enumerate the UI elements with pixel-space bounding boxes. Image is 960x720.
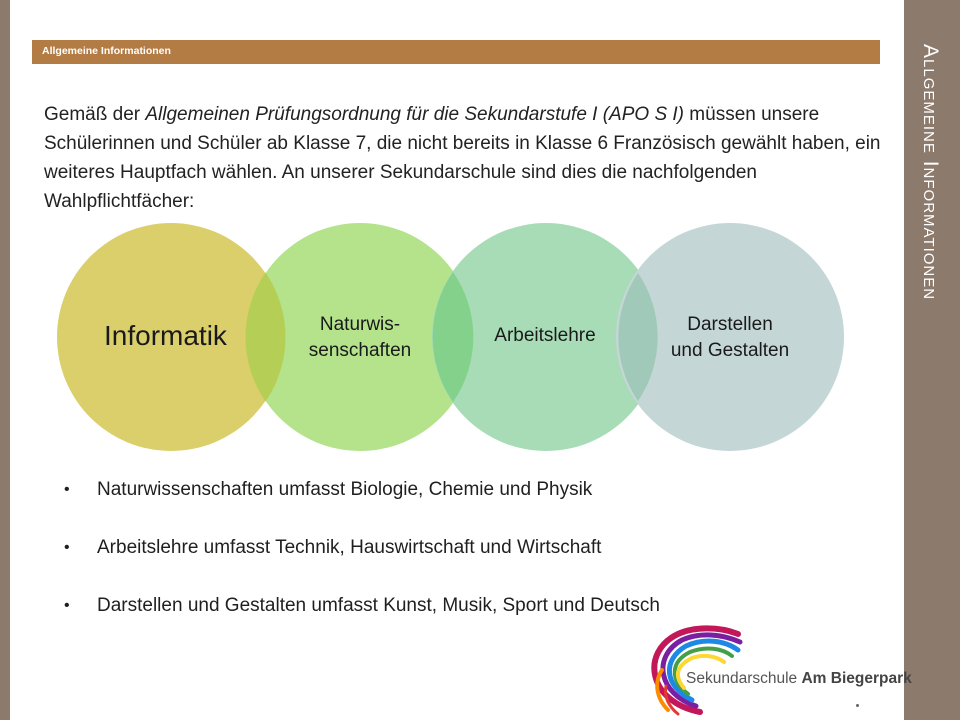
school-name bbox=[686, 670, 912, 688]
section-header-label: Allgemeine Informationen bbox=[42, 45, 171, 57]
label-informatik-text: Informatik bbox=[104, 320, 227, 351]
label-darstellen bbox=[655, 312, 805, 364]
label-naturwissenschaften-line2: senschaften bbox=[308, 340, 412, 361]
bullet-glyph: • bbox=[64, 539, 70, 556]
intro-text-italic: Allgemeinen Prüfungsordnung für die Sekundarstufe I (APO S I) bbox=[145, 104, 685, 125]
bullet-glyph: • bbox=[64, 481, 70, 498]
label-arbeitslehre bbox=[480, 325, 610, 347]
bullet-item bbox=[62, 534, 660, 592]
bullet-list bbox=[62, 476, 660, 650]
bullet-glyph: • bbox=[64, 597, 70, 614]
label-darstellen-line2: und Gestalten bbox=[670, 340, 790, 361]
decorative-dot bbox=[856, 704, 859, 707]
bullet-text: Naturwissenschaften umfasst Biologie, Chemie und Physik bbox=[97, 479, 593, 500]
bullet-item bbox=[62, 592, 660, 650]
label-darstellen-line1: Darstellen bbox=[687, 314, 773, 335]
side-panel bbox=[904, 0, 960, 720]
bullet-item bbox=[62, 476, 660, 534]
intro-text-2: müssen unsere Schülerinnen und Schüler ab Klasse 7, die nicht bereits in Klasse 6 Französisch gewählt haben, ein weiteres Hauptfach wählen. An unserer Sekundarschule sind dies die nachfolgenden Wahlpflichtfächer: bbox=[44, 104, 881, 212]
school-name-regular: Sekundarschule bbox=[686, 670, 802, 687]
label-naturwissenschaften bbox=[300, 312, 420, 364]
label-informatik bbox=[104, 320, 227, 352]
label-naturwissenschaften-line1: Naturwis- bbox=[319, 314, 401, 335]
label-arbeitslehre-text: Arbeitslehre bbox=[494, 325, 596, 346]
intro-text-1: Gemäß der bbox=[44, 104, 146, 125]
bullet-text: Arbeitslehre umfasst Technik, Hauswirtschaft und Wirtschaft bbox=[97, 537, 602, 558]
side-title: Allgemeine Informationen bbox=[919, 44, 942, 301]
school-name-bold: Am Biegerpark bbox=[801, 670, 912, 687]
bullet-text: Darstellen und Gestalten umfasst Kunst, Musik, Sport und Deutsch bbox=[97, 595, 660, 616]
